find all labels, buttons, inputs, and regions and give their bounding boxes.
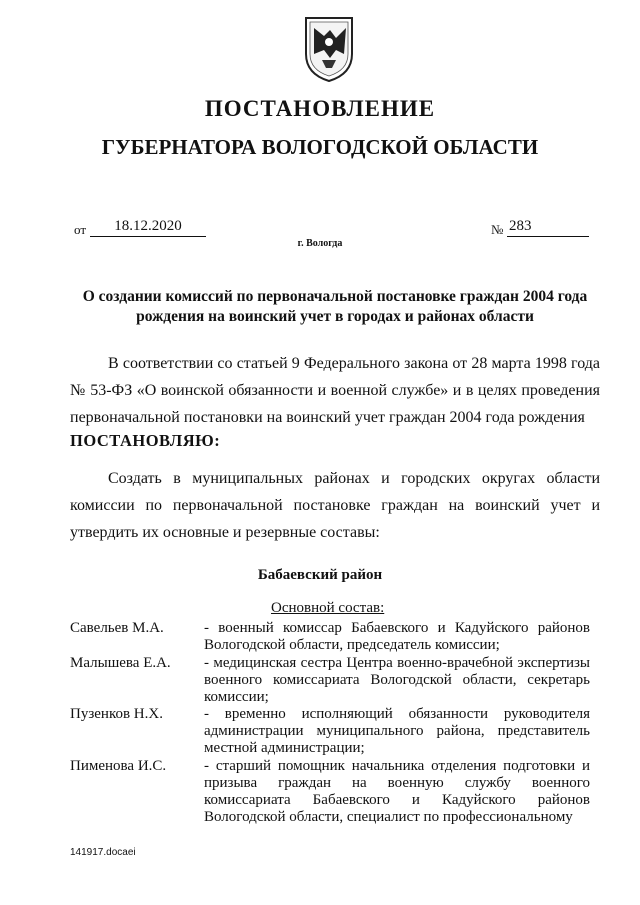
footer-filename: 141917.docaei <box>70 847 136 858</box>
decree-heading: ПОСТАНОВЛЯЮ: <box>70 431 221 450</box>
number-label: № <box>491 222 504 237</box>
preamble-paragraph: В соответствии со статьей 9 Федерального закона от 28 марта 1998 года № 53-ФЗ «О воинской обязанности и военной службе» и в целях проведения первоначальной постановки на воинский учет граждан 2004 года рождения <box>70 355 600 426</box>
district-heading: Бабаевский район <box>257 567 383 583</box>
document-title: ПОСТАНОВЛЕНИЕ <box>204 96 436 121</box>
date-label: от <box>74 222 87 237</box>
member-name: Пименова И.С. <box>70 758 167 774</box>
member-name: Пузенков Н.Х. <box>70 706 163 722</box>
member-role: - временно исполняющий обязанности руководителя администрации муниципального района, представитель местной администрации; <box>204 706 590 756</box>
member-role: - старший помощник начальника отделения подготовки и призыва граждан на военную службу военного комиссариата Бабаевского и Кадуйского районов Вологодской области, специалист по профессиональному <box>204 758 590 825</box>
document-subtitle: ГУБЕРНАТОРА ВОЛОГОДСКОЙ ОБЛАСТИ <box>101 135 539 159</box>
composition-label: Основной состав: <box>271 600 385 616</box>
member-role: - медицинская сестра Центра военно-врачебной экспертизы военного комиссариата Вологодской области, секретарь комиссии; <box>204 655 590 705</box>
document-number: 283 <box>507 218 589 237</box>
decree-paragraph: Создать в муниципальных районах и городских округах области комиссии по первоначальной постановке граждан на воинский учет и утвердить их основные и резервные составы: <box>70 470 600 541</box>
document-subject: О создании комиссий по первоначальной постановке граждан 2004 года рождения на воинский учет в городах и районах области <box>82 288 588 325</box>
member-name: Савельев М.А. <box>70 620 164 636</box>
coat-of-arms-emblem <box>302 14 356 84</box>
city-label: г. Вологда <box>297 238 343 249</box>
member-name: Малышева Е.А. <box>70 655 171 671</box>
document-date: 18.12.2020 <box>90 218 206 237</box>
member-role: - военный комиссар Бабаевского и Кадуйского районов Вологодской области, председатель комиссии; <box>204 620 590 653</box>
